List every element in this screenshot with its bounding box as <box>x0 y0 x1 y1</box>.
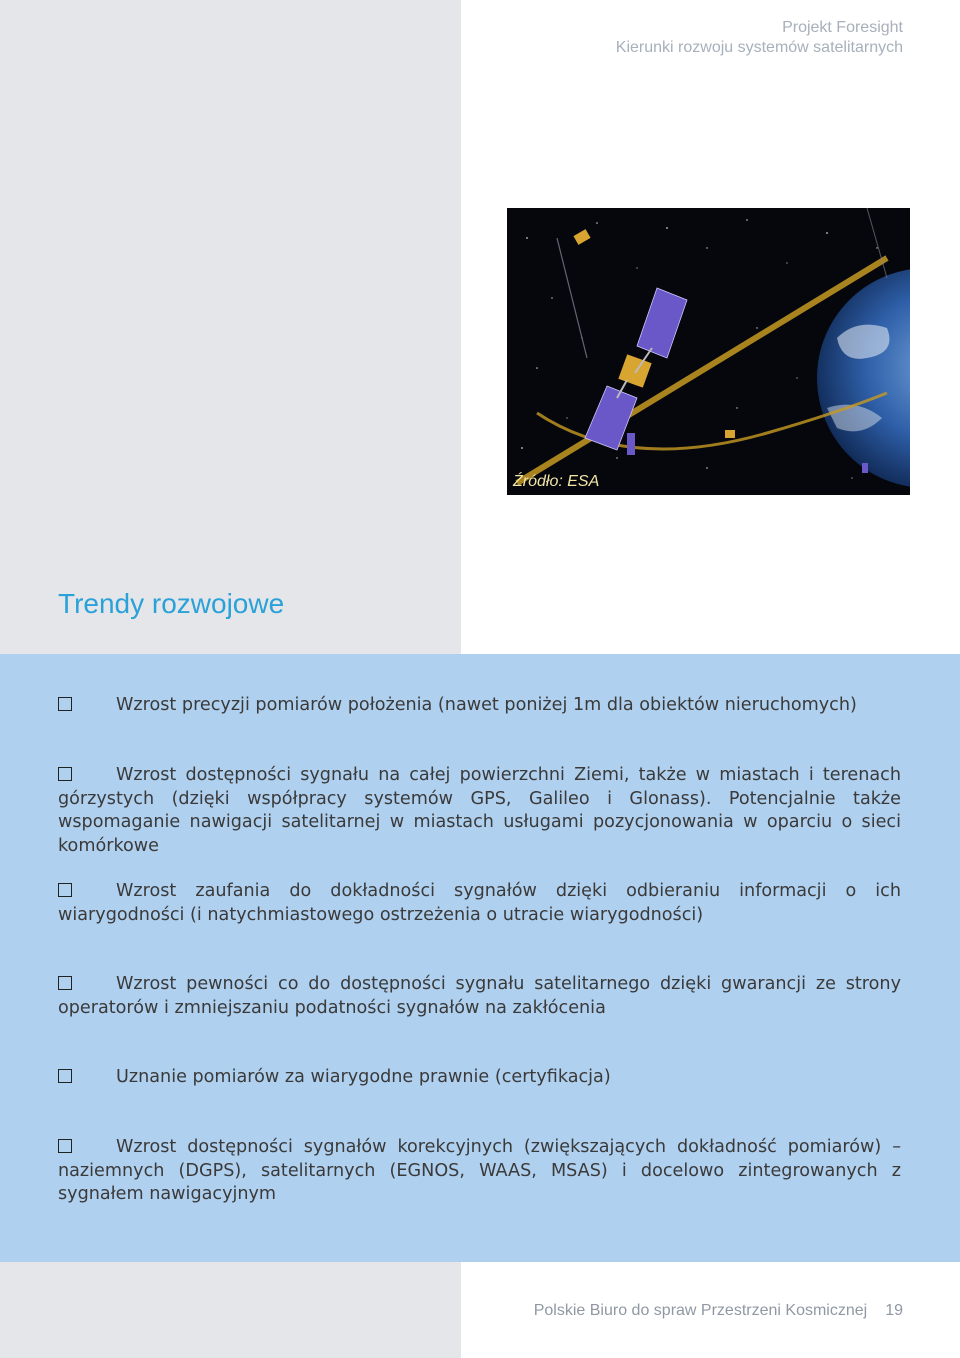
trend-item <box>58 694 901 718</box>
checkbox-icon <box>58 767 72 781</box>
satellite-main <box>585 288 687 450</box>
footer-org: Polskie Biuro do spraw Przestrzeni Kosmicznej <box>533 1302 868 1319</box>
trend-item <box>58 973 901 1020</box>
trend-item-text: Wzrost pewności co do dostępności sygnału satelitarnego dzięki gwarancji ze strony operatorów i zmniejszaniu podatności sygnałów na zakłócenia <box>58 974 901 1018</box>
trend-item <box>58 1066 901 1090</box>
trend-item-text: Uznanie pomiarów za wiarygodne prawnie (certyfikacja) <box>116 1067 611 1087</box>
running-header <box>616 18 903 58</box>
checkbox-icon <box>58 1069 72 1083</box>
checkbox-icon <box>58 697 72 711</box>
header-subtitle: Kierunki rozwoju systemów satelitarnych <box>615 39 903 56</box>
trend-item <box>58 764 901 858</box>
header-project: Projekt Foresight <box>782 19 903 36</box>
trend-item-text: Wzrost zaufania do dokładności sygnałów dzięki odbieraniu informacji o ich wiarygodności (i natychmiastowego ostrzeżenia o utracie wiarygodności) <box>58 881 901 925</box>
section-title: Trendy rozwojowe <box>58 588 285 619</box>
photo-credit: Źródło: ESA <box>513 473 600 490</box>
checkbox-icon <box>58 1139 72 1153</box>
bottom-gray-band <box>0 1262 461 1358</box>
left-gray-band <box>0 0 461 654</box>
checkbox-icon <box>58 883 72 897</box>
trend-item <box>58 880 901 927</box>
trend-item-text: Wzrost precyzji pomiarów położenia (nawet poniżej 1m dla obiektów nieruchomych) <box>116 695 857 715</box>
trend-item-text: Wzrost dostępności sygnałów korekcyjnych (zwiększających dokładność pomiarów) – naziemnych (DGPS), satelitarnych (EGNOS, WAAS, MSAS) i docelowo zintegrowanych z sygnałem nawigacyjnym <box>58 1137 901 1204</box>
page-footer <box>534 1302 903 1320</box>
checkbox-icon <box>58 976 72 990</box>
satellite-illustration <box>507 208 910 495</box>
satellite-photo <box>507 208 910 495</box>
trend-item-text: Wzrost dostępności sygnału na całej powierzchni Ziemi, także w miastach i terenach górzystych (dzięki współpracy systemów GPS, Galileo i Glonass). Potencjalnie także wspomaganie nawigacji satelitarnej w miastach usługami pozycjonowania w oparciu o sieci komórkowe <box>58 765 901 856</box>
trend-item <box>58 1136 901 1207</box>
earth <box>817 268 910 488</box>
page-number: 19 <box>885 1302 903 1319</box>
